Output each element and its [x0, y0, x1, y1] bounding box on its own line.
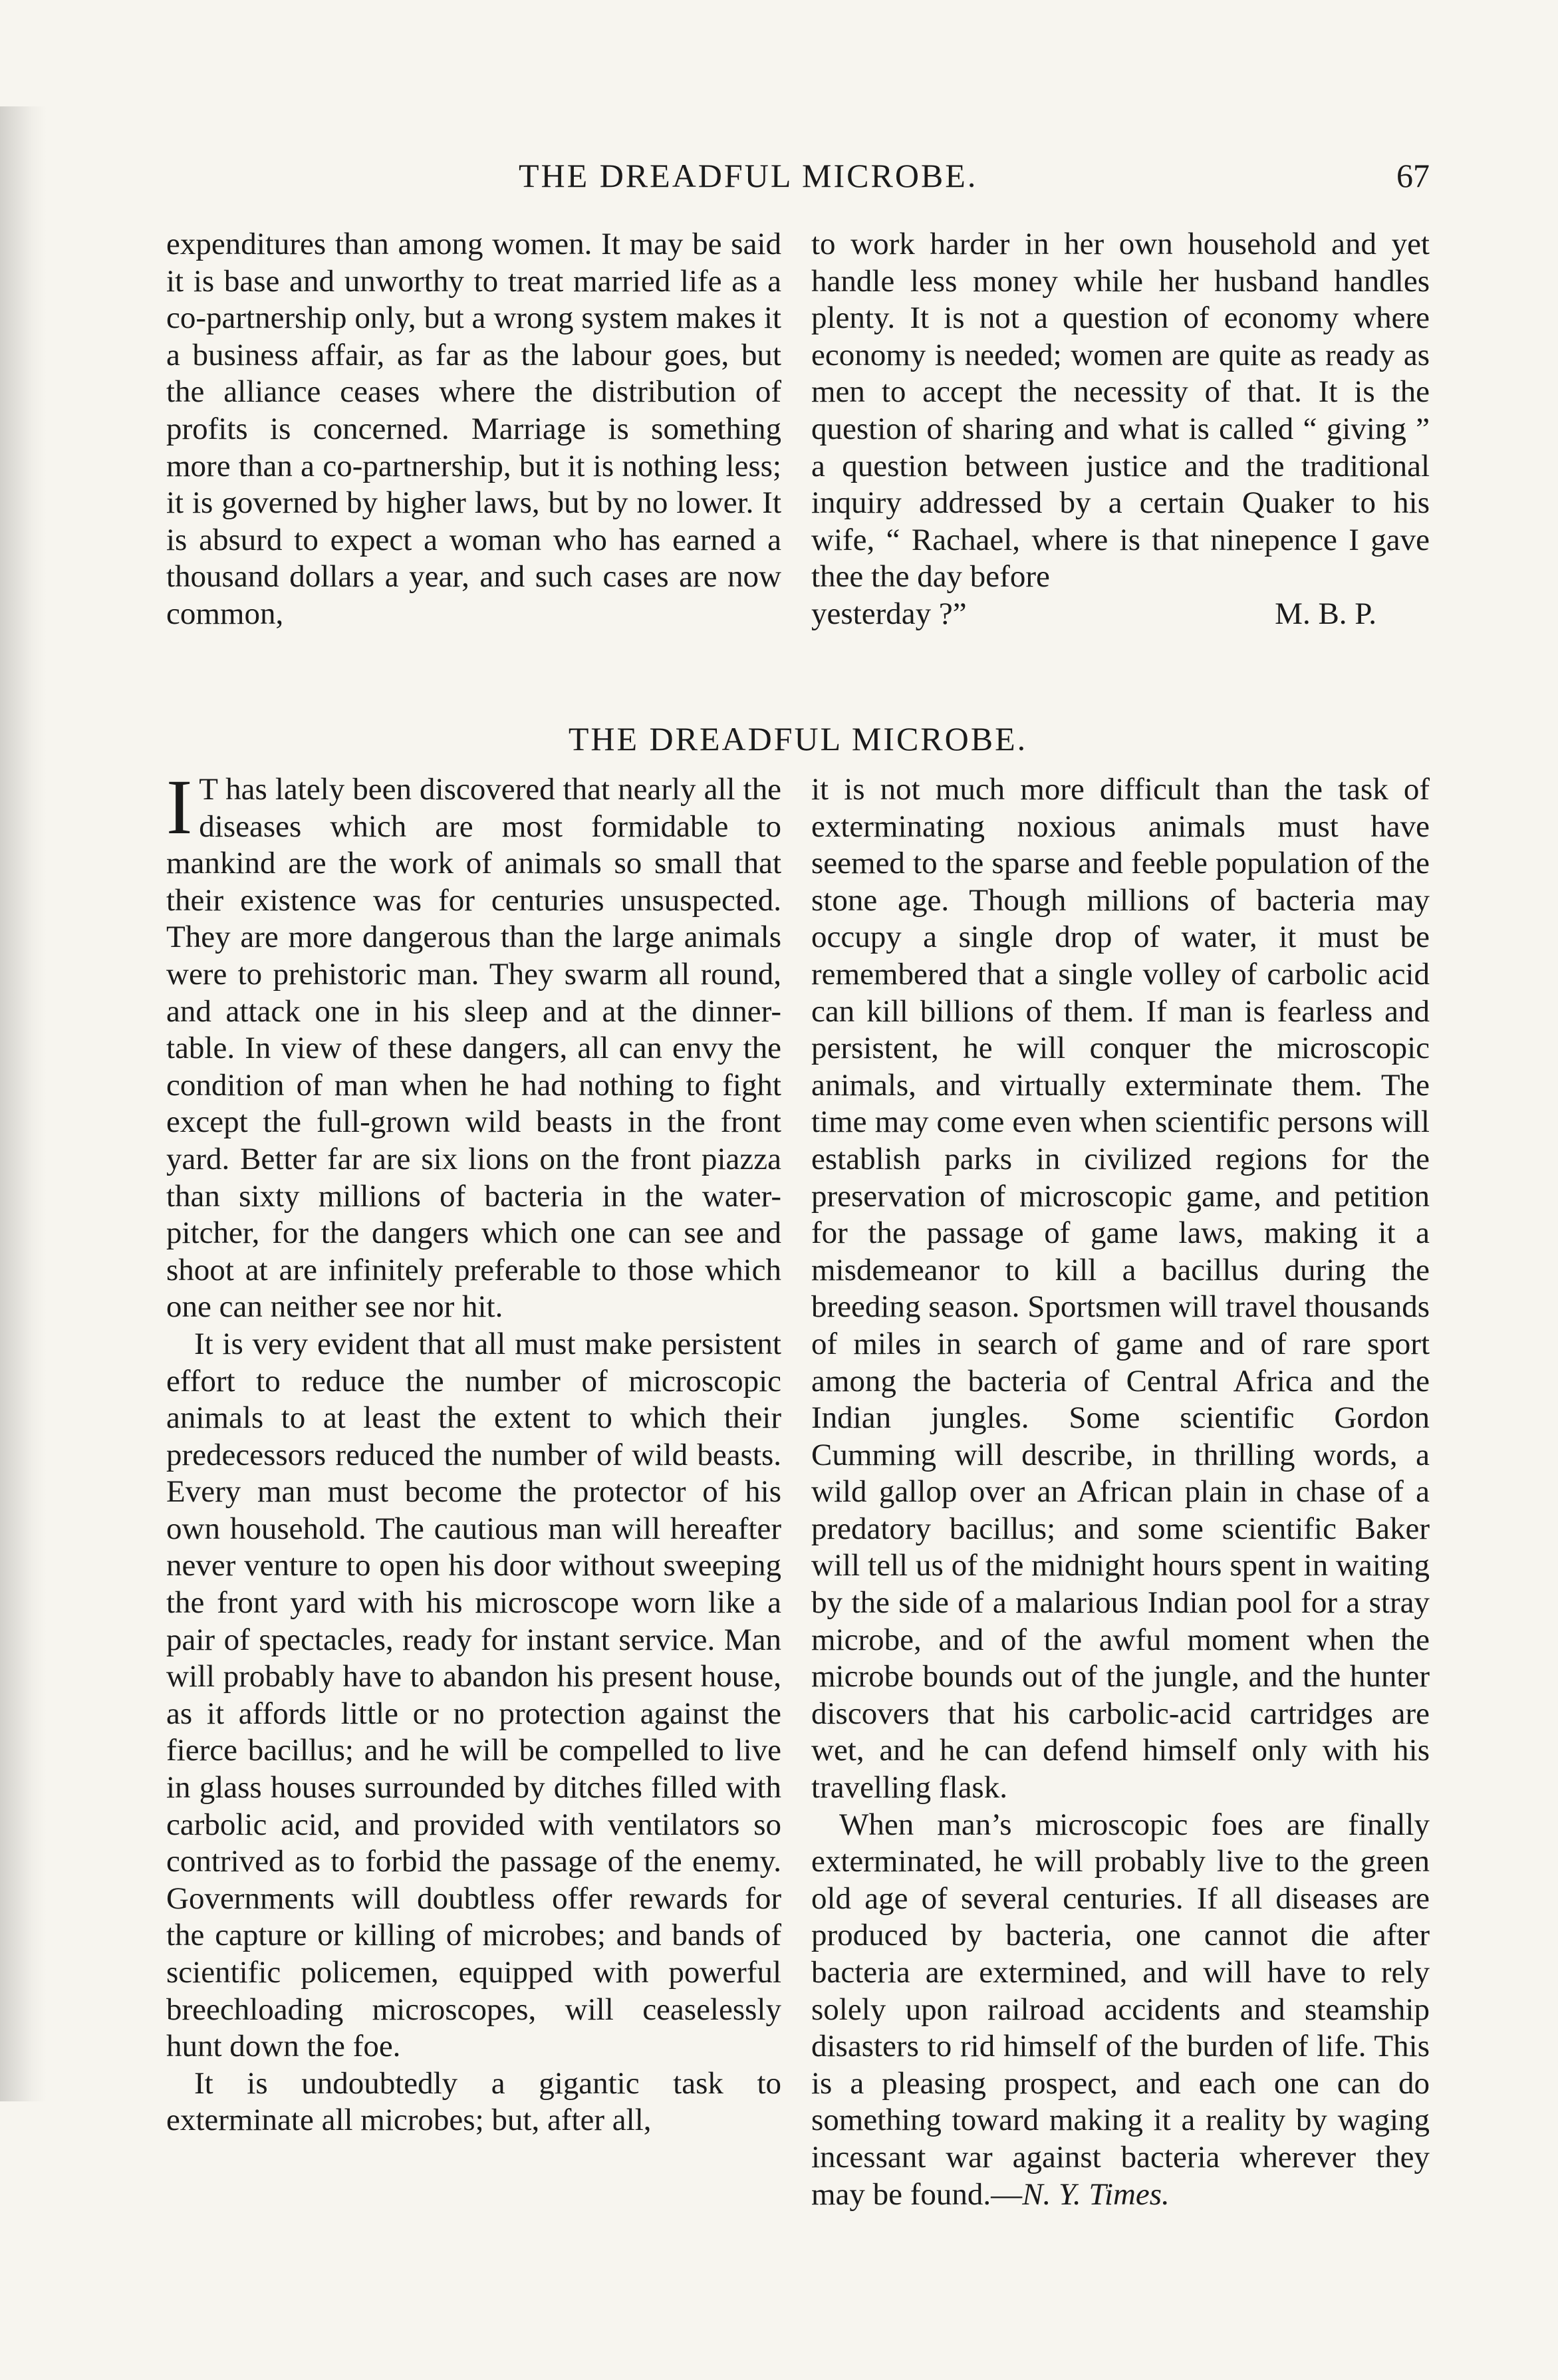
- article-paragraph-1: [166, 763, 781, 1326]
- article-title: THE DREADFUL MICROBE.: [568, 720, 1028, 757]
- source-citation: N. Y. Times.: [1022, 2177, 1170, 2212]
- previous-article-closing-line: [811, 596, 1430, 633]
- article-right-column: [811, 771, 1430, 2213]
- article-paragraph-1-text: T has lately been discovered that nearly all the diseases which are most formidable to mankind are the work of animals so small that their existence was for centuries unsuspected. They are more dangerous than the large animals were to prehistoric man. They swarm all round, and attack one in his sleep and at the dinner-table. In view of these dangers, all can envy the condition of man when he had nothing to fight except the full-grown wild beasts in the front yard. Better far are six lions on the front piazza than sixty millions of bacteria in the water-pitcher, for the dangers which one can see and shoot at are infinitely preferable to those which one can neither see nor hit.: [166, 772, 781, 1325]
- article-left-column: [166, 763, 781, 2139]
- article-paragraph-2: It is very evident that all must make persistent effort to reduce the number of microscopic animals to at least the extent to which their predecessors reduced the number of wild beasts. Every man must become the protector of his own household. The cautious man will hereafter never venture to open his door without sweeping the front yard with his microscope worn like a pair of spectacles, ready for instant service. Man will probably have to abandon his present house, as it affords little or no protection against the fierce bacillus; and he will be compelled to live in glass houses surrounded by ditches filled with carbolic acid, and provided with ventilators so contrived as to forbid the passage of the enemy. Governments will doubtless offer rewards for the capture or killing of microbes; and bands of scientific policemen, equipped with powerful breechloading microscopes, will ceaselessly hunt down the foe.: [166, 1326, 781, 2064]
- previous-article-last-line: yesterday ?”: [811, 596, 967, 631]
- page-number: 67: [1396, 157, 1430, 194]
- previous-article-right-column: [811, 226, 1430, 633]
- article-paragraph-4-text: When man’s microscopic foes are finally exterminated, he will probably live to the green old age of several centuries. If all diseases are produced by bacteria, one cannot die after bacteria are extermined, and will have to rely solely upon railroad accidents and steamship disasters to rid himself of the burden of life. This is a pleasing prospect, and each one can do something toward making it a reality by waging incessant war against bacteria wherever they may be found.—: [811, 1807, 1430, 2212]
- running-head: [166, 156, 1430, 203]
- article-paragraph-3-continued: it is not much more difficult than the task of exterminating noxious animals must have seemed to the sparse and feeble population of the stone age. Though millions of bacteria may occupy a single drop of water, it must be remembered that a single volley of carbolic acid can kill billions of them. If man is fearless and persistent, he will conquer the microscopic animals, and virtually exterminate them. The time may come even when scientific persons will establish parks in civilized regions for the preservation of microscopic game, and petition for the passage of game laws, making it a misdemeanor to kill a bacillus during the breeding season. Sportsmen will travel thousands of miles in search of game and of rare sport among the bacteria of Central Africa and the Indian jungles. Some scientific Gordon Cumming will describe, in thrilling words, a wild gallop over an African plain in chase of a predatory bacillus; and some scientific Baker will tell us of the midnight hours spent in waiting by the side of a malarious Indian pool for a stray microbe, and of the awful moment when the microbe bounds out of the jungle, and the hunter discovers that his carbolic-acid cartridges are wet, and he can defend himself only with his travelling flask.: [811, 772, 1430, 1805]
- article-paragraph-3: It is undoubtedly a gigantic task to exterminate all microbes; but, after all,: [166, 2065, 781, 2138]
- binding-shadow: [0, 106, 47, 2101]
- article-paragraph-4: [811, 1807, 1430, 2214]
- previous-article-right-text: to work harder in her own household and yet handle less money while her husband handles plenty. It is not a question of economy where economy is needed; women are quite as ready as men to accept the necessity of that. It is the question of sharing and what is called “ giving ” a question between justice and the traditional inquiry addressed by a certain Quaker to his wife, “ Rachael, where is that ninepence I gave thee the day before: [811, 227, 1430, 595]
- author-signature: M. B. P.: [1275, 596, 1376, 631]
- running-title: THE DREADFUL MICROBE.: [519, 157, 978, 194]
- previous-article-left-text: expenditures than among women. It may be said it is base and unworthy to treat married life as a co-partnership only, but a wrong system makes it a business affair, as far as the labour goes, but the alliance ceases where the distribution of profits is concerned. Marriage is something more than a co-partnership, but it is nothing less; it is governed by higher laws, but by no lower. It is absurd to expect a woman who has earned a thousand dollars a year, and such cases are now common,: [166, 227, 781, 631]
- previous-article-left-column: [166, 226, 781, 633]
- drop-cap: I: [166, 763, 193, 851]
